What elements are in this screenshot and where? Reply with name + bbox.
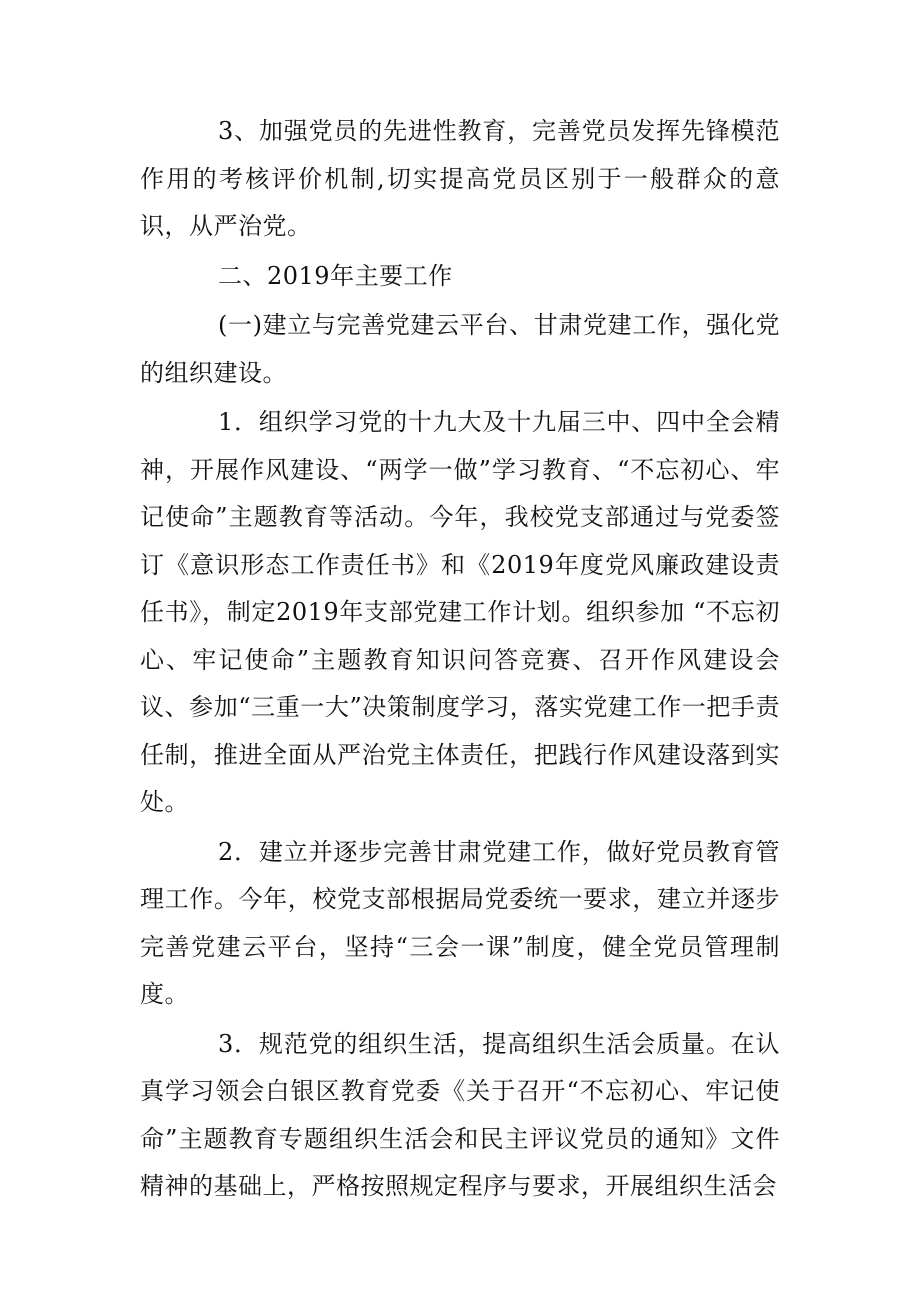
section-heading-2019-main-work: 二、2019年主要工作 [218,261,453,290]
paragraph-item-2-gansu-party-building: 2．建立并逐步完善甘肃党建工作，做好党员教育管理工作。今年，校党支部根据局党委统一要求，建立并逐步完善党建云平台，坚持“三会一课”制度，健全党员管理制度。 [140,837,780,1008]
paragraph-item-3-organizational-life: 3．规范党的组织生活，提高组织生活会质量。在认真学习领会白银区教育党委《关于召开“不忘初心、牢记使命”主题教育专题组织生活会和民主评议党员的通知》文件精神的基础上，严格按照规定程序与要求，开展组织生活会 [140,1029,780,1200]
document-body [140,108,780,1213]
paragraph-item-3-strengthen-education: 3、加强党员的先进性教育，完善党员发挥先锋模范作用的考核评价机制,切实提高党员区别于一般群众的意识，从严治党。 [140,117,780,240]
paragraph-item-1-study-organization: 1．组织学习党的十九大及十九届三中、四中全会精神，开展作风建设、“两学一做”学习教育、“不忘初心、牢记使命”主题教育等活动。今年，我校党支部通过与党委签订《意识形态工作责任书》和《2019年度党风廉政建设责任书》，制定2019年支部党建工作计划。组织参加 “不忘初心、牢记使命”主题教育知识问答竞赛、召开作风建设会议、参加“三重一大”决策制度学习，落实党建工作一把手责任制，推进全面从严治党主体责任，把践行作风建设落到实处。 [140,408,780,816]
subsection-heading-party-cloud-platform: (一)建立与完善党建云平台、甘肃党建工作，强化党的组织建设。 [140,311,780,387]
